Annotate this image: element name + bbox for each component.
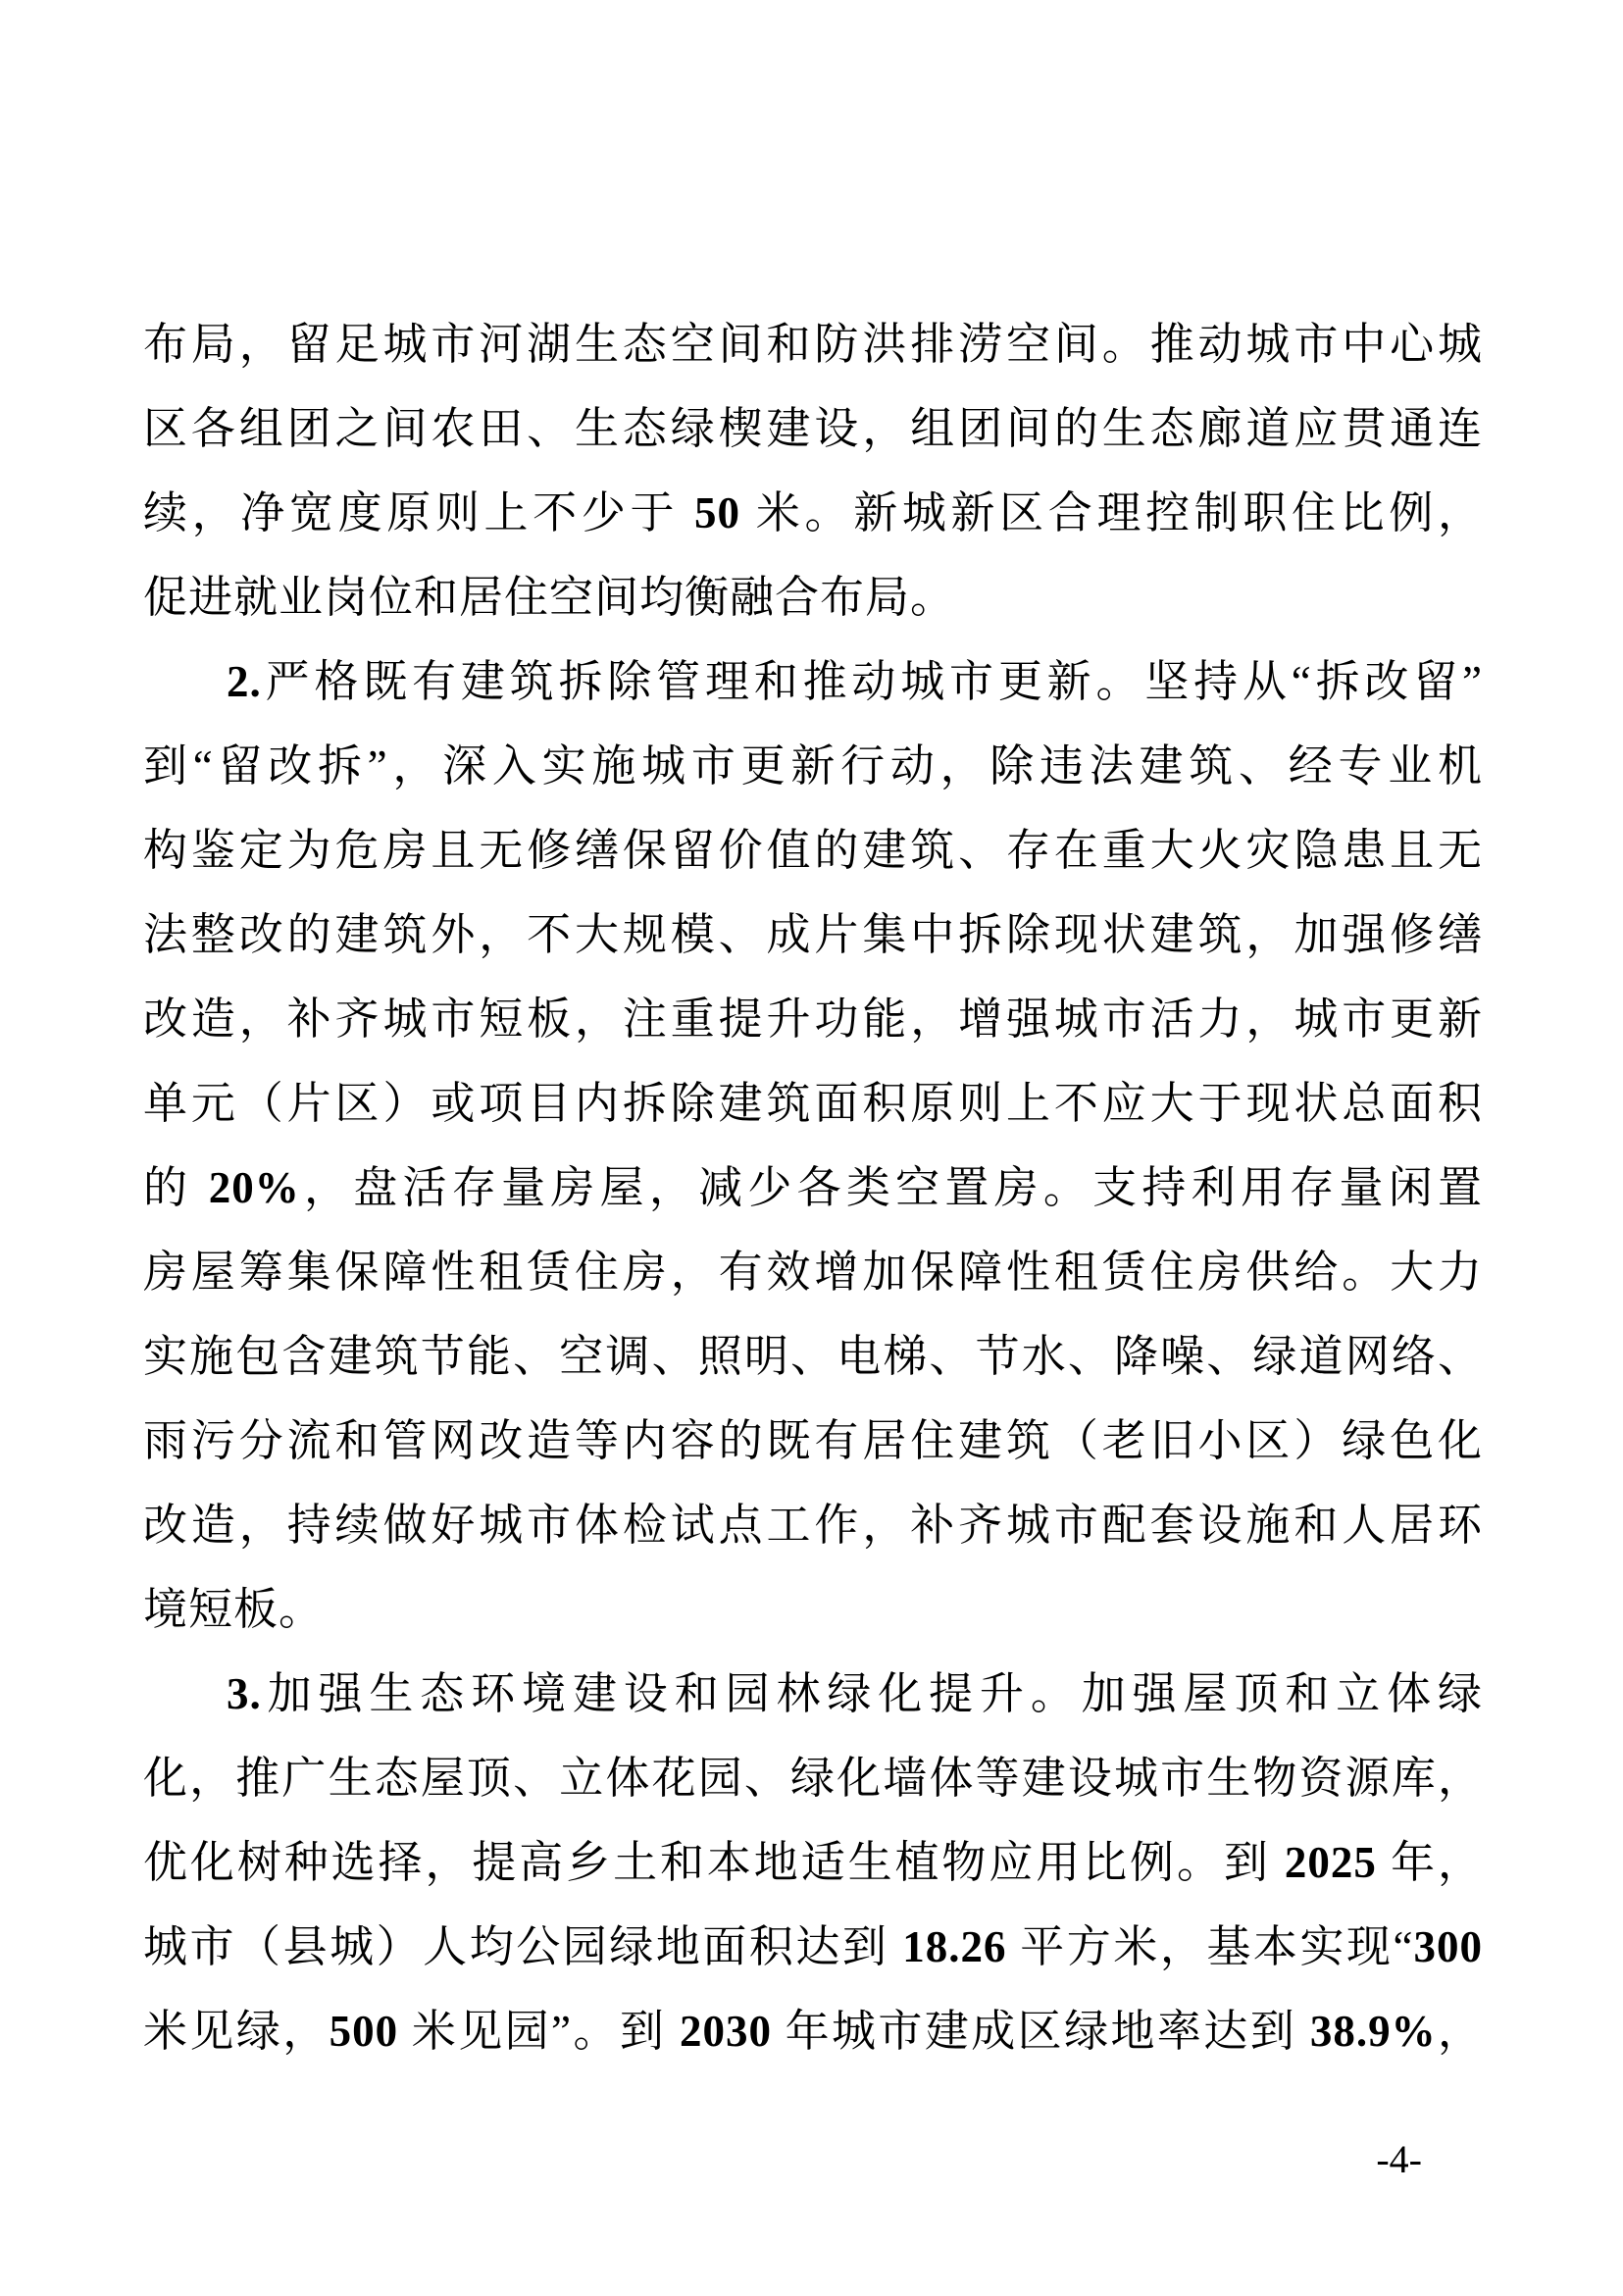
- document-body: [143, 302, 1483, 2073]
- text-line: 优化树种选择，提高乡土和本地适生植物应用比例。到 2025 年，: [143, 1838, 1483, 1887]
- text-line: 构鉴定为危房且无修缮保留价值的建筑、存在重大火灾隐患且无: [143, 826, 1483, 875]
- text-line: 实施包含建筑节能、空调、照明、电梯、节水、降噪、绿道网络、: [143, 1332, 1483, 1381]
- text-line: 米见绿，500 米见园”。到 2030 年城市建成区绿地率达到 38.9%，: [143, 2007, 1483, 2056]
- text-line: 到“留改拆”，深入实施城市更新行动，除违法建筑、经专业机: [143, 741, 1483, 791]
- text-line: 促进就业岗位和居住空间均衡融合布局。: [143, 573, 956, 622]
- text-line: 3.加强生态环境建设和园林绿化提升。加强屋顶和立体绿: [227, 1669, 1483, 1718]
- text-line: 区各组团之间农田、生态绿楔建设，组团间的生态廊道应贯通连: [143, 404, 1483, 453]
- text-line: 续，净宽度原则上不少于 50 米。新城新区合理控制职住比例，: [143, 488, 1483, 537]
- text-line: 布局，留足城市河湖生态空间和防洪排涝空间。推动城市中心城: [143, 320, 1483, 369]
- text-line: 房屋筹集保障性租赁住房，有效增加保障性租赁住房供给。大力: [143, 1248, 1483, 1297]
- text-line: 城市（县城）人均公园绿地面积达到 18.26 平方米，基本实现“300: [143, 1922, 1483, 1971]
- text-line: 境短板。: [143, 1585, 325, 1634]
- text-line: 改造，持续做好城市体检试点工作，补齐城市配套设施和人居环: [143, 1501, 1483, 1550]
- text-line: 2.严格既有建筑拆除管理和推动城市更新。坚持从“拆改留”: [227, 657, 1483, 706]
- text-line: 化，推广生态屋顶、立体花园、绿化墙体等建设城市生物资源库，: [143, 1754, 1483, 1803]
- text-line: 的 20%，盘活存量房屋，减少各类空置房。支持利用存量闲置: [143, 1163, 1483, 1212]
- text-line: 法整改的建筑外，不大规模、成片集中拆除现状建筑，加强修缮: [143, 910, 1483, 959]
- text-line: 改造，补齐城市短板，注重提升功能，增强城市活力，城市更新: [143, 995, 1483, 1044]
- page-number: -4-: [1376, 2137, 1422, 2181]
- text-line: 单元（片区）或项目内拆除建筑面积原则上不应大于现状总面积: [143, 1079, 1483, 1128]
- text-line: 雨污分流和管网改造等内容的既有居住建筑（老旧小区）绿色化: [143, 1416, 1483, 1465]
